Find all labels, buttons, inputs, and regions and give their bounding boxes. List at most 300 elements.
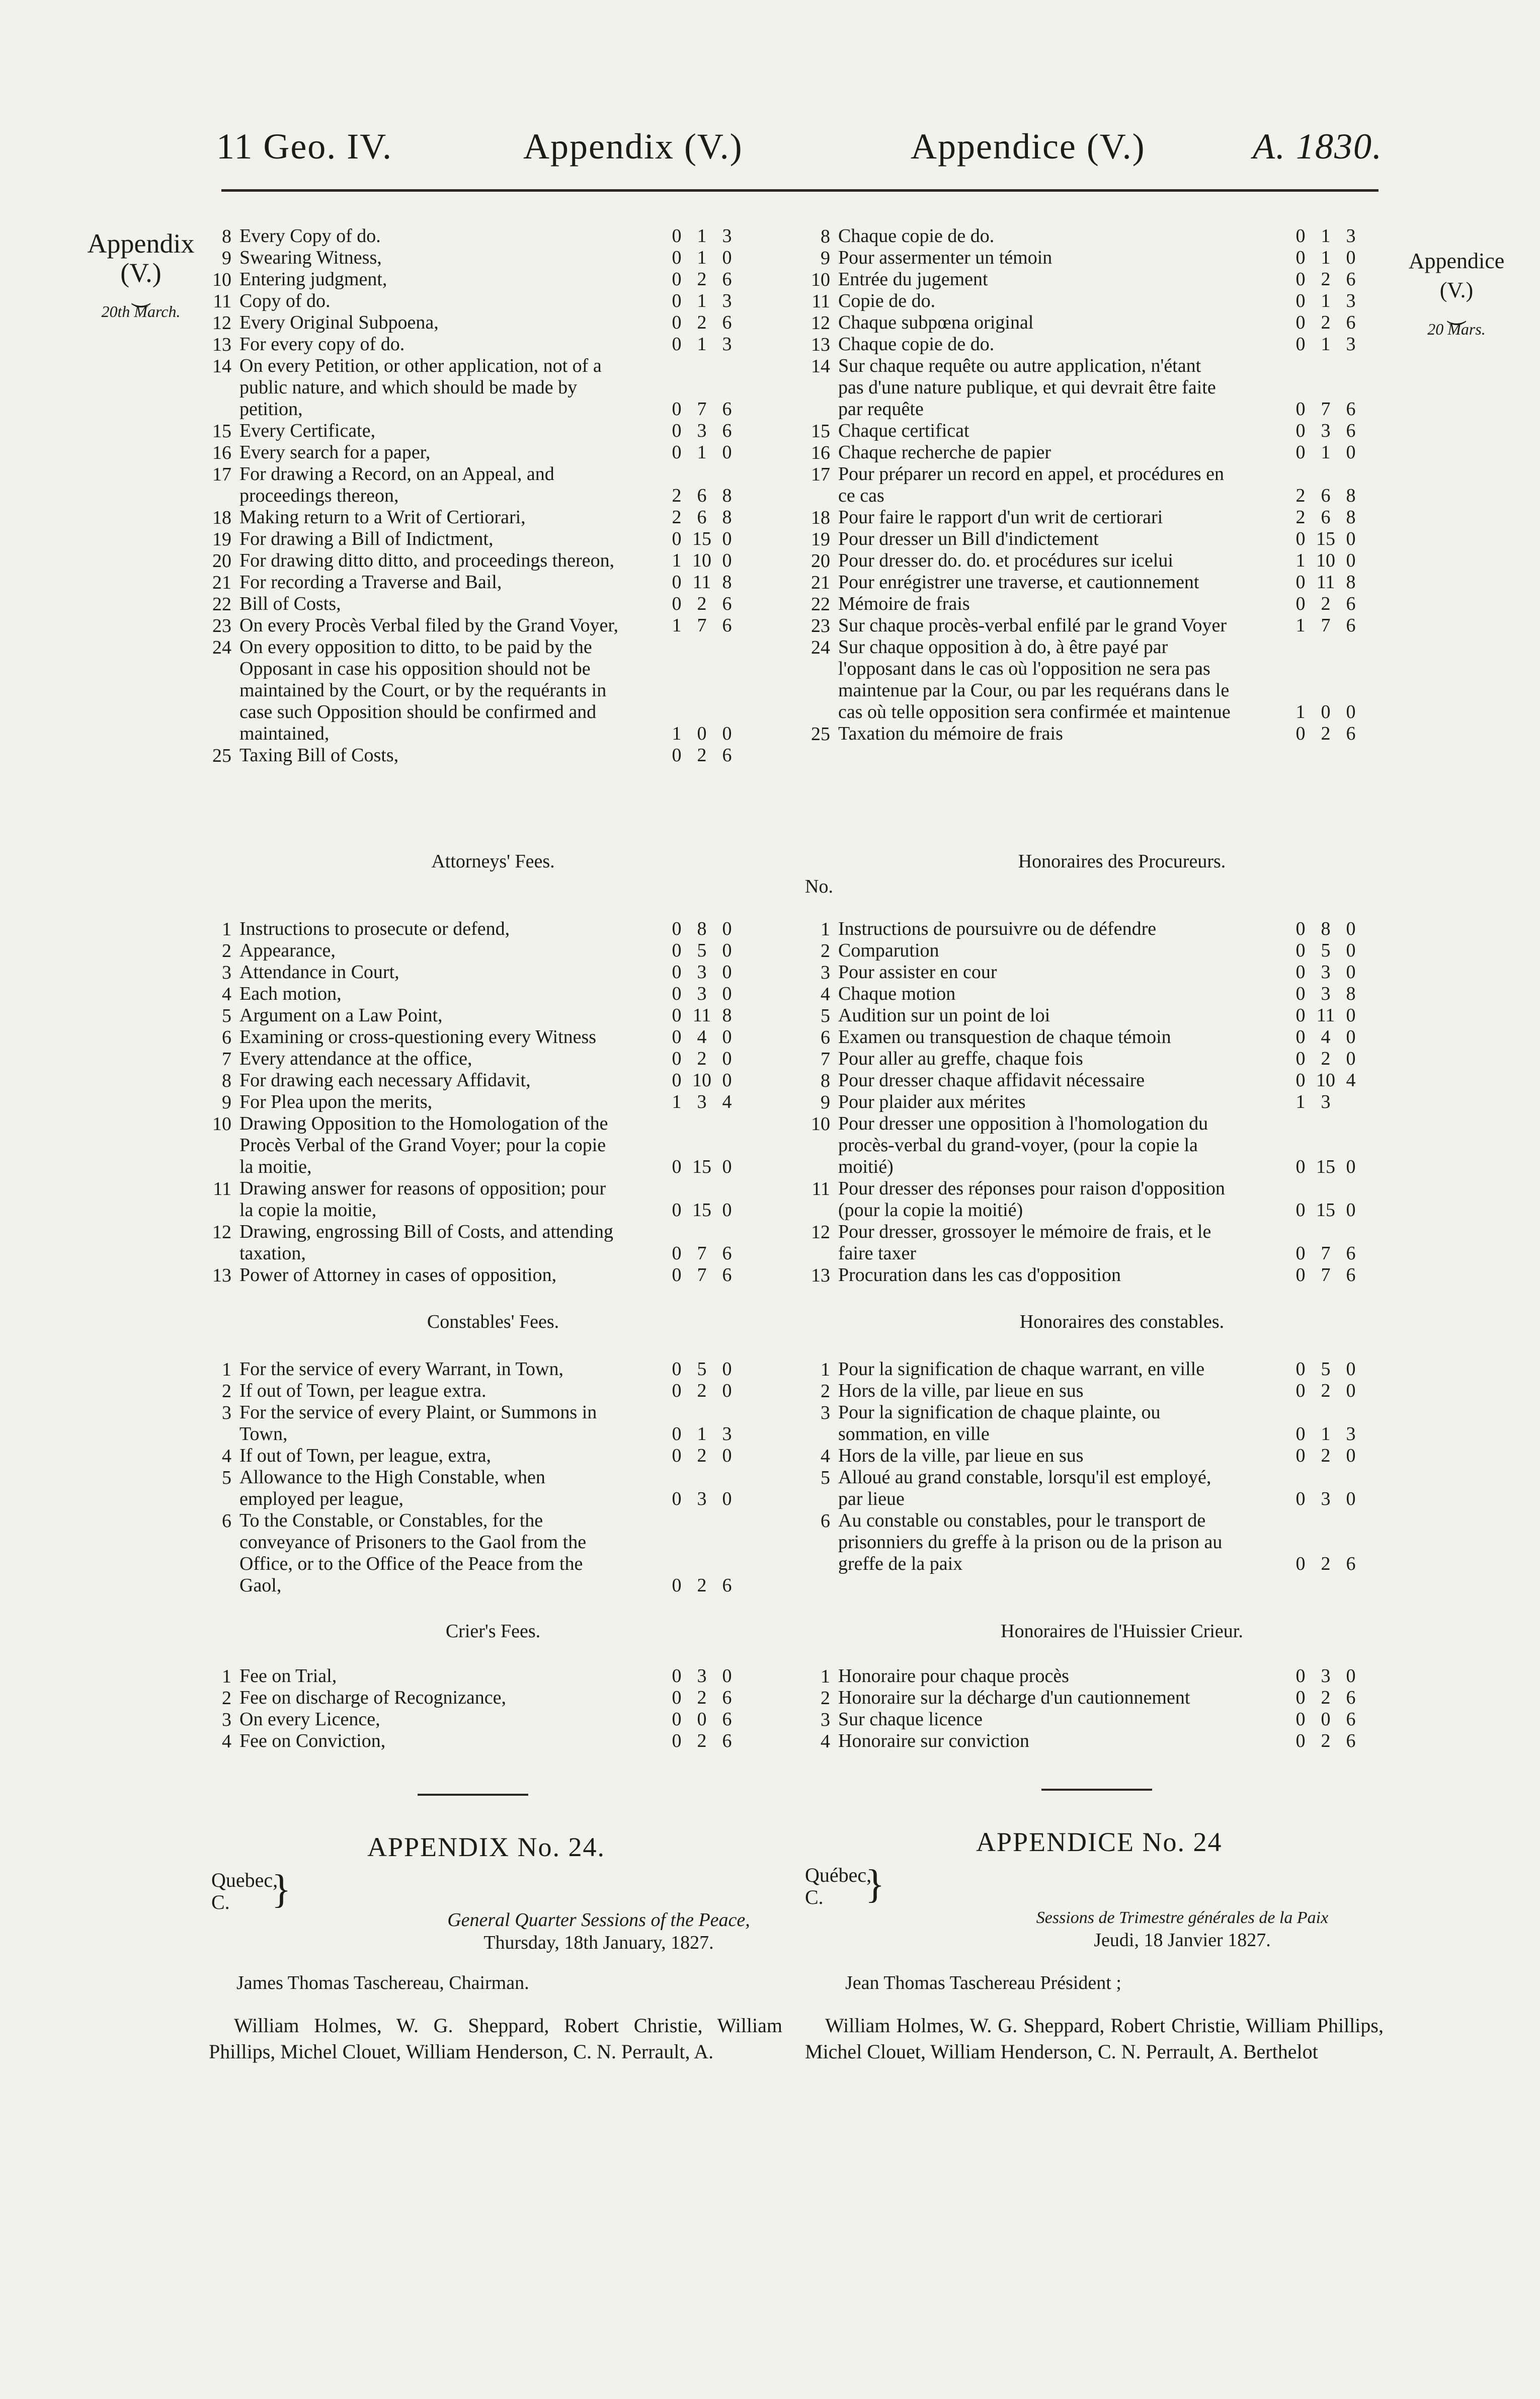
fee-description: For drawing a Record, on an Appeal, and proceedings thereon, xyxy=(239,463,554,506)
fee-pounds: 0 xyxy=(1295,247,1306,268)
fee-row xyxy=(800,463,1384,507)
fee-pounds: 0 xyxy=(672,593,682,614)
fee-number: 14 xyxy=(212,356,231,377)
fee-amount xyxy=(1288,247,1363,269)
fee-pence: 3 xyxy=(1346,290,1356,311)
fee-pounds: 0 xyxy=(672,1445,682,1466)
fee-amount xyxy=(664,1575,740,1596)
fee-row xyxy=(201,420,800,442)
fee-description: Examining or cross-questioning every Witness xyxy=(239,1026,597,1048)
constables-title-fr: Honoraires des constables. xyxy=(1019,1311,1225,1332)
fee-pence: 3 xyxy=(1346,1423,1356,1445)
fee-pence: 6 xyxy=(722,1243,732,1264)
fee-amount xyxy=(664,485,740,507)
fee-row xyxy=(201,1005,800,1026)
crier-fees-en xyxy=(201,1665,800,1752)
fee-description: Sur chaque procès-verbal enfilé par le grand Voyer xyxy=(838,615,1227,636)
fee-row xyxy=(800,1510,1384,1575)
fee-description: Pour la signification de chaque plainte, ou sommation, en ville xyxy=(838,1402,1161,1445)
fee-shillings: 2 xyxy=(1321,593,1331,614)
constables-fees-fr xyxy=(800,1358,1384,1575)
fee-pence: 0 xyxy=(722,1488,732,1509)
fee-row xyxy=(800,1445,1384,1467)
fee-description: Fee on discharge of Recognizance, xyxy=(239,1687,507,1708)
fee-shillings: 2 xyxy=(697,269,707,290)
fee-row xyxy=(800,593,1384,615)
fee-description: Pour assister en cour xyxy=(838,962,997,983)
fee-number: 22 xyxy=(212,594,231,615)
fee-row xyxy=(800,1178,1384,1221)
fee-row xyxy=(800,507,1384,528)
brace-icon: ⏝ xyxy=(1446,301,1467,324)
margin-date: 20th March. xyxy=(101,302,181,321)
fee-row xyxy=(201,1070,800,1091)
fee-pounds: 0 xyxy=(672,1665,682,1687)
fees-continued-en xyxy=(201,225,800,766)
fee-pence: 0 xyxy=(1346,1005,1356,1026)
fee-pence: 3 xyxy=(722,334,732,355)
fee-number: 9 xyxy=(222,1092,231,1113)
fee-pence: 8 xyxy=(722,485,732,506)
fee-number: 3 xyxy=(222,1402,231,1423)
fee-number: 10 xyxy=(811,1113,830,1135)
fee-row xyxy=(201,1113,800,1178)
fee-pence xyxy=(1338,1091,1363,1113)
fee-pounds: 0 xyxy=(672,1156,682,1177)
fee-number: 11 xyxy=(812,291,830,312)
fee-pounds: 0 xyxy=(672,290,682,311)
fee-shillings: 7 xyxy=(697,1264,707,1286)
fee-row xyxy=(800,312,1384,334)
fee-pence: 6 xyxy=(722,1264,732,1286)
fee-description: Drawing answer for reasons of opposition; pour la copie la moitie, xyxy=(239,1178,606,1221)
place-en-text: Quebec, C. xyxy=(211,1869,278,1913)
fee-pence: 0 xyxy=(722,1070,732,1091)
fee-pounds: 0 xyxy=(672,420,682,441)
fee-pence: 0 xyxy=(1346,701,1356,723)
fee-number: 2 xyxy=(821,1381,830,1402)
margin-letter: (V.) xyxy=(120,258,161,288)
fee-pence: 0 xyxy=(722,247,732,268)
fee-amount xyxy=(1288,507,1363,528)
fee-description: Honoraire pour chaque procès xyxy=(838,1665,1069,1687)
fee-description: Chaque certificat xyxy=(838,420,969,441)
fee-row xyxy=(201,355,800,420)
fee-shillings: 0 xyxy=(1321,701,1331,723)
fee-amount xyxy=(664,1048,740,1070)
fee-pence: 0 xyxy=(1346,247,1356,268)
fee-description: For recording a Traverse and Bail, xyxy=(239,572,502,593)
fee-row xyxy=(201,225,800,247)
fee-pence: 0 xyxy=(722,918,732,939)
fee-description: Hors de la ville, par lieue en sus xyxy=(838,1445,1084,1466)
fee-pence: 6 xyxy=(1346,593,1356,614)
fee-pounds: 0 xyxy=(1295,572,1306,593)
margin-title: Appendice xyxy=(1408,249,1505,273)
fee-amount xyxy=(664,745,740,766)
fee-description: Chaque motion xyxy=(838,983,956,1004)
fee-amount xyxy=(1288,1005,1363,1026)
fee-shillings: 1 xyxy=(697,442,707,463)
fee-number: 11 xyxy=(213,1178,231,1200)
fee-pounds: 0 xyxy=(1295,593,1306,614)
fee-description: On every Licence, xyxy=(239,1709,380,1730)
fee-pounds: 0 xyxy=(1295,1264,1306,1286)
fee-description: Argument on a Law Point, xyxy=(239,1005,443,1026)
fee-shillings: 1 xyxy=(697,1423,707,1445)
fee-shillings: 15 xyxy=(1316,1200,1335,1221)
fee-number: 13 xyxy=(811,334,830,355)
fee-amount xyxy=(1288,983,1363,1005)
fee-description: Sur chaque opposition à do, à être payé par l'opposant dans le cas où l'opposition ne sera pas maintenue par la Cour, ou par les requérans dans le cas où telle opposition sera confirmée et maintenue xyxy=(838,636,1231,723)
fee-shillings: 5 xyxy=(697,1358,707,1380)
fee-shillings: 2 xyxy=(697,593,707,614)
fee-pounds: 2 xyxy=(1295,507,1306,528)
fee-amount xyxy=(1288,1423,1363,1445)
fee-amount xyxy=(1288,593,1363,615)
fee-shillings: 6 xyxy=(1321,485,1331,506)
fee-row xyxy=(800,1026,1384,1048)
fee-pence: 3 xyxy=(722,225,732,247)
fee-row xyxy=(800,1264,1384,1286)
place-fr-text: Québec, C. xyxy=(805,1864,872,1908)
sessions-en: General Quarter Sessions of the Peace, xyxy=(447,1909,750,1931)
fee-pounds: 1 xyxy=(672,723,682,744)
fee-pence: 3 xyxy=(722,290,732,311)
fee-pence: 0 xyxy=(722,1200,732,1221)
fee-pence: 6 xyxy=(1346,420,1356,441)
fee-pounds: 0 xyxy=(672,312,682,333)
header-rule xyxy=(221,189,1379,192)
fee-amount xyxy=(1288,1445,1363,1467)
fee-description: Pour dresser, grossoyer le mémoire de frais, et le faire taxer xyxy=(838,1221,1211,1264)
fee-pence: 0 xyxy=(1346,1358,1356,1380)
fee-description: On every Procès Verbal filed by the Grand Voyer, xyxy=(239,615,619,636)
fee-pounds: 0 xyxy=(672,398,682,420)
chair-fr: Jean Thomas Taschereau Président ; xyxy=(845,1972,1121,1993)
fee-pounds: 1 xyxy=(1295,1091,1306,1112)
fee-shillings: 1 xyxy=(697,290,707,311)
fee-number: 8 xyxy=(821,1070,830,1091)
fee-row xyxy=(201,334,800,355)
fee-pounds: 1 xyxy=(672,550,682,571)
fee-description: Pour assermenter un témoin xyxy=(838,247,1052,268)
fee-row xyxy=(201,940,800,962)
fee-pence: 0 xyxy=(722,550,732,571)
fee-amount xyxy=(1288,1488,1363,1510)
fee-shillings: 2 xyxy=(697,312,707,333)
date-fr: Jeudi, 18 Janvier 1827. xyxy=(1094,1930,1271,1951)
fee-pounds: 0 xyxy=(672,334,682,355)
fee-number: 11 xyxy=(812,1178,830,1200)
fee-number: 2 xyxy=(821,1688,830,1709)
fee-shillings: 15 xyxy=(1316,1156,1335,1177)
fee-pence: 0 xyxy=(1346,1665,1356,1687)
fee-shillings: 6 xyxy=(697,507,707,528)
fee-shillings: 3 xyxy=(697,962,707,983)
fee-row xyxy=(201,983,800,1005)
fee-pence: 0 xyxy=(722,983,732,1004)
fee-pence: 6 xyxy=(1346,312,1356,333)
fee-row xyxy=(800,528,1384,550)
fee-amount xyxy=(664,312,740,334)
fee-pence: 0 xyxy=(1346,1445,1356,1466)
fee-row xyxy=(201,1445,800,1467)
fee-amount xyxy=(1288,1358,1363,1380)
fee-description: For Plea upon the merits, xyxy=(239,1091,433,1112)
fee-number: 1 xyxy=(222,1666,231,1687)
fee-shillings: 2 xyxy=(697,1445,707,1466)
fee-shillings: 10 xyxy=(692,550,711,571)
fee-amount xyxy=(664,290,740,312)
fee-number: 10 xyxy=(212,269,231,290)
fee-pounds: 0 xyxy=(672,1243,682,1264)
fee-row xyxy=(800,1005,1384,1026)
appendix24-title-fr: APPENDICE No. 24 xyxy=(976,1827,1223,1857)
fee-row xyxy=(201,442,800,463)
fee-number: 11 xyxy=(213,291,231,312)
fee-amount xyxy=(664,1445,740,1467)
fee-pounds: 0 xyxy=(672,528,682,549)
fee-pounds: 0 xyxy=(672,1070,682,1091)
fee-description: Bill of Costs, xyxy=(239,593,341,614)
fee-amount xyxy=(1288,312,1363,334)
sessions-fr: Sessions de Trimestre générales de la Paix xyxy=(1036,1908,1329,1927)
fee-shillings: 7 xyxy=(1321,615,1331,636)
fee-amount xyxy=(1288,269,1363,290)
fee-description: Instructions de poursuivre ou de défendre xyxy=(838,918,1157,939)
fee-pence: 0 xyxy=(1346,1200,1356,1221)
fee-number: 4 xyxy=(222,984,231,1005)
fee-shillings: 7 xyxy=(1321,1264,1331,1286)
fee-shillings: 1 xyxy=(1321,247,1331,268)
fee-description: For every copy of do. xyxy=(239,334,405,355)
fee-pounds: 0 xyxy=(1295,1553,1306,1574)
fees-continued-fr xyxy=(800,225,1384,745)
fee-amount xyxy=(1288,918,1363,940)
fee-row xyxy=(800,983,1384,1005)
fee-row xyxy=(800,420,1384,442)
fee-amount xyxy=(664,269,740,290)
fee-number: 1 xyxy=(821,919,830,940)
fee-pounds: 1 xyxy=(1295,615,1306,636)
fee-shillings: 3 xyxy=(697,1091,707,1112)
fee-pounds: 0 xyxy=(672,247,682,268)
fee-pence: 0 xyxy=(1346,1380,1356,1401)
fee-pence: 6 xyxy=(1346,723,1356,744)
fee-amount xyxy=(664,1156,740,1178)
fee-row xyxy=(800,1048,1384,1070)
fee-pence: 6 xyxy=(722,593,732,614)
fee-shillings: 3 xyxy=(1321,983,1331,1004)
fee-amount xyxy=(664,398,740,420)
fee-description: Procuration dans les cas d'opposition xyxy=(838,1264,1121,1286)
reign-header: 11 Geo. IV. xyxy=(216,126,392,167)
fee-number: 12 xyxy=(811,312,830,334)
fee-pounds: 0 xyxy=(672,1200,682,1221)
fee-pounds: 0 xyxy=(672,1380,682,1401)
fee-amount xyxy=(664,1380,740,1402)
fee-description: Allowance to the High Constable, when employed per league, xyxy=(239,1467,545,1509)
fee-number: 6 xyxy=(821,1510,830,1532)
fee-number: 16 xyxy=(811,442,830,463)
fee-number: 1 xyxy=(222,919,231,940)
fee-shillings: 7 xyxy=(697,1243,707,1264)
fee-number: 16 xyxy=(212,442,231,463)
fee-pence: 6 xyxy=(1346,1553,1356,1574)
fee-row xyxy=(201,550,800,572)
fee-row xyxy=(201,1510,800,1596)
fee-amount xyxy=(1288,1026,1363,1048)
fee-amount xyxy=(1288,962,1363,983)
fee-amount xyxy=(1288,1200,1363,1221)
fee-row xyxy=(201,290,800,312)
fee-shillings: 7 xyxy=(697,615,707,636)
margin-letter: (V.) xyxy=(1439,278,1474,302)
members-en: William Holmes, W. G. Sheppard, Robert Christie, William Phillips, Michel Clouet, William Henderson, C. N. Perrault, A. xyxy=(209,2014,782,2063)
fee-description: Entering judgment, xyxy=(239,269,387,290)
date-en: Thursday, 18th January, 1827. xyxy=(483,1932,714,1953)
fee-row xyxy=(201,1221,800,1264)
brace-icon: ⏝ xyxy=(131,283,151,306)
fee-row xyxy=(800,225,1384,247)
fee-number: 22 xyxy=(811,594,830,615)
fee-pounds: 2 xyxy=(672,507,682,528)
fee-description: On every Petition, or other application, not of a public nature, and which should be made by petition, xyxy=(239,355,602,420)
fee-pounds: 0 xyxy=(672,962,682,983)
fee-shillings: 2 xyxy=(1321,269,1331,290)
fee-pence: 8 xyxy=(722,1005,732,1026)
fee-amount xyxy=(664,334,740,355)
fee-description: Sur chaque licence xyxy=(838,1709,983,1730)
fee-pence: 0 xyxy=(1346,550,1356,571)
fee-shillings: 3 xyxy=(1321,962,1331,983)
fee-description: Drawing Opposition to the Homologation of the Procès Verbal of the Grand Voyer; pour la copie la moitie, xyxy=(239,1113,608,1177)
fee-row xyxy=(800,355,1384,420)
fee-shillings: 5 xyxy=(1321,940,1331,961)
fee-number: 6 xyxy=(222,1027,231,1048)
fee-description: Taxation du mémoire de frais xyxy=(838,723,1063,744)
fee-shillings: 4 xyxy=(1321,1026,1331,1048)
fee-shillings: 10 xyxy=(692,1070,711,1091)
fee-shillings: 7 xyxy=(1321,1243,1331,1264)
fee-amount xyxy=(1288,1380,1363,1402)
fee-number: 23 xyxy=(811,615,830,636)
appendix24-title-en: APPENDIX No. 24. xyxy=(367,1832,606,1862)
fee-description: Every Original Subpoena, xyxy=(239,312,439,333)
fee-pounds: 0 xyxy=(1295,1423,1306,1445)
fee-pence: 0 xyxy=(722,1026,732,1048)
fee-pounds: 0 xyxy=(1295,398,1306,420)
fee-amount xyxy=(664,507,740,528)
margin-date: 20 Mars. xyxy=(1427,320,1486,338)
fee-description: On every opposition to ditto, to be paid by the Opposant in case his opposition should not be maintained by the Court, or by the requérants in case such Opposition should be confirmed and maintained, xyxy=(239,636,607,744)
fee-description: Pour aller au greffe, chaque fois xyxy=(838,1048,1083,1069)
fee-description: Attendance in Court, xyxy=(239,962,399,983)
fee-shillings: 8 xyxy=(1321,918,1331,939)
fee-row xyxy=(201,1380,800,1402)
brace-icon: } xyxy=(865,1862,885,1906)
fee-pounds: 0 xyxy=(672,1709,682,1730)
fee-pence: 8 xyxy=(722,507,732,528)
fee-amount xyxy=(1288,1730,1363,1752)
fee-amount xyxy=(1288,1553,1363,1575)
fee-pounds: 0 xyxy=(1295,983,1306,1004)
fee-row xyxy=(800,918,1384,940)
fee-pounds: 0 xyxy=(672,940,682,961)
fee-number: 15 xyxy=(212,421,231,442)
fee-description: Chaque subpœna original xyxy=(838,312,1034,333)
fee-pounds: 0 xyxy=(1295,940,1306,961)
fee-amount xyxy=(1288,615,1363,636)
fee-amount xyxy=(1288,1243,1363,1264)
fee-pence: 4 xyxy=(1346,1070,1356,1091)
fee-shillings: 5 xyxy=(1321,1358,1331,1380)
place-en xyxy=(211,1867,291,1913)
fee-shillings: 2 xyxy=(1321,1553,1331,1574)
fee-description: Comparution xyxy=(838,940,939,961)
fee-pence: 0 xyxy=(1346,918,1356,939)
fee-shillings: 2 xyxy=(1321,1048,1331,1069)
fee-pence: 0 xyxy=(1346,940,1356,961)
fee-shillings: 6 xyxy=(1321,507,1331,528)
fee-description: Pour dresser do. do. et procédures sur icelui xyxy=(838,550,1173,571)
fee-number: 2 xyxy=(821,940,830,962)
fee-row xyxy=(800,290,1384,312)
fee-pounds: 0 xyxy=(672,1687,682,1708)
fee-number: 3 xyxy=(821,962,830,983)
fee-pounds: 0 xyxy=(1295,723,1306,744)
fee-description: Pour dresser chaque affidavit nécessaire xyxy=(838,1070,1145,1091)
fee-row xyxy=(800,1467,1384,1510)
fee-shillings: 3 xyxy=(1321,1665,1331,1687)
fee-amount xyxy=(664,1026,740,1048)
fee-pence: 8 xyxy=(1346,983,1356,1004)
fee-pounds: 0 xyxy=(1295,1243,1306,1264)
fee-number: 18 xyxy=(811,507,830,528)
fee-row xyxy=(800,1358,1384,1380)
fee-pence: 6 xyxy=(722,1687,732,1708)
fee-pounds: 0 xyxy=(1295,1200,1306,1221)
fee-pounds: 0 xyxy=(1295,1665,1306,1687)
fee-description: Making return to a Writ of Certiorari, xyxy=(239,507,526,528)
fee-number: 20 xyxy=(212,550,231,572)
fee-shillings: 2 xyxy=(697,745,707,766)
fee-pence: 8 xyxy=(1346,507,1356,528)
fee-description: Pour plaider aux mérites xyxy=(838,1091,1026,1112)
crier-fees-fr xyxy=(800,1665,1384,1752)
fee-pounds: 0 xyxy=(1295,312,1306,333)
fee-pounds: 0 xyxy=(1295,1070,1306,1091)
fee-amount xyxy=(664,528,740,550)
fee-pounds: 0 xyxy=(1295,1445,1306,1466)
fee-shillings: 2 xyxy=(697,1048,707,1069)
fee-amount xyxy=(664,723,740,745)
fee-shillings: 11 xyxy=(692,572,711,593)
fee-pence: 0 xyxy=(722,1380,732,1401)
fee-number: 4 xyxy=(222,1731,231,1752)
fee-pounds: 0 xyxy=(1295,290,1306,311)
fee-row xyxy=(800,1402,1384,1445)
fee-row xyxy=(800,572,1384,593)
fee-amount xyxy=(1288,1264,1363,1286)
fee-number: 12 xyxy=(212,1222,231,1243)
fee-description: Examen ou transquestion de chaque témoin xyxy=(838,1026,1171,1048)
fee-row xyxy=(201,1709,800,1730)
fee-description: Pour enrégistrer une traverse, et cautionnement xyxy=(838,572,1199,593)
fee-pounds: 2 xyxy=(672,485,682,506)
fee-description: Pour dresser une opposition à l'homologation du procès-verbal du grand-voyer, (pour la copie la moitié) xyxy=(838,1113,1208,1177)
